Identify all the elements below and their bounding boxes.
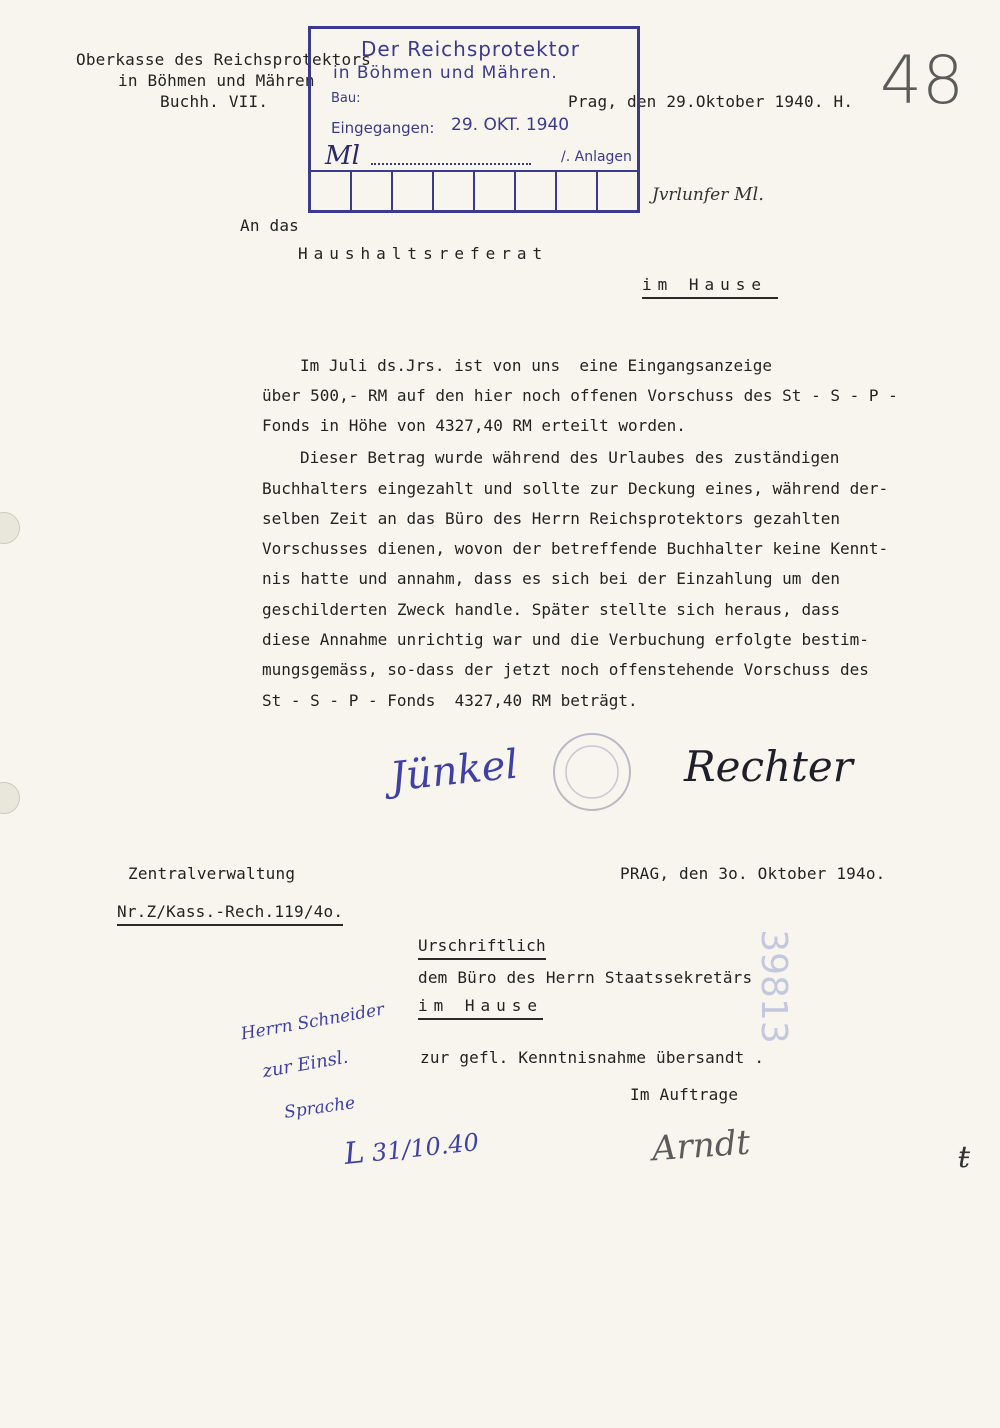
faded-stamp-number: 39813 [752, 929, 794, 1044]
receipt-stamp [308, 26, 640, 213]
recipient-line-3: im Hause [642, 275, 778, 299]
footer-im-hause: im Hause [418, 996, 543, 1020]
signature-left: Jünkel [387, 741, 521, 801]
stamp-boxes [311, 170, 637, 210]
footer-note: zur gefl. Kenntnisnahme übersandt . [420, 1048, 765, 1067]
body-line: Buchhalters eingezahlt und sollte zur Deckung eines, während der- [262, 479, 889, 498]
stamp-attachments: /. Anlagen [561, 149, 632, 165]
recipient-line-2: Haushaltsreferat [298, 244, 549, 263]
body-line: diese Annahme unrichtig war und die Verbuchung erfolgte bestim- [262, 630, 869, 649]
body-line: selben Zeit an das Büro des Herrn Reichsprotektors gezahlten [262, 509, 840, 528]
stamp-received-label: Eingegangen: [331, 119, 435, 137]
sender-line-2: in Böhmen und Mähren [118, 71, 315, 90]
sender-line-3: Buchh. VII. [160, 92, 269, 111]
footer-reference: Nr.Z/Kass.-Rech.119/4o. [117, 902, 343, 926]
body-line: Vorschusses dienen, wovon der betreffende Buchhalter keine Kennt- [262, 539, 889, 558]
stamp-line-1: Der Reichsprotektor [361, 37, 580, 61]
recipient-line-1: An das [240, 216, 299, 235]
blue-note-line-3: Sprache [282, 1093, 357, 1123]
body-line: nis hatte und annahm, dass es sich bei der Einzahlung um den [262, 569, 840, 588]
body-line: geschilderten Zweck handle. Später stellte sich heraus, dass [262, 600, 840, 619]
bottom-signature: Arndt [650, 1122, 752, 1170]
body-line: über 500,- RM auf den hier noch offenen Vorschuss des St - S - P - [262, 386, 898, 405]
blue-note-line-2: zur Einsl. [260, 1046, 350, 1083]
round-seal [548, 728, 638, 818]
blue-note-date: L 31/10.40 [342, 1128, 481, 1172]
signature-right: Rechter [684, 742, 853, 791]
blue-note-line-1: Herrn Schneider [239, 999, 386, 1045]
body-line: mungsgemäss, so-dass der jetzt noch offenstehende Vorschuss des [262, 660, 869, 679]
margin-mark: ŧ [958, 1140, 971, 1175]
stamp-initials: Ml [325, 141, 360, 171]
place-date: Prag, den 29.Oktober 1940. H. [568, 92, 854, 111]
footer-im-auftrage: Im Auftrage [630, 1085, 739, 1104]
stamp-received-date: 29. OKT. 1940 [451, 115, 570, 135]
stamp-dotted-line [371, 163, 531, 165]
footer-to-line: dem Büro des Herrn Staatssekretärs [418, 968, 753, 987]
punch-hole [0, 782, 20, 814]
body-line: Im Juli ds.Jrs. ist von uns eine Eingangsanzeige [300, 356, 773, 375]
punch-hole [0, 512, 20, 544]
stamp-line-2: in Böhmen und Mähren. [333, 63, 558, 83]
footer-office: Zentralverwaltung [128, 864, 296, 883]
handwritten-note-right: Jvrlunfer Ml. [652, 184, 765, 205]
page-number: 48 [880, 42, 964, 119]
footer-urschriftlich: Urschriftlich [418, 936, 546, 960]
sender-line-1: Oberkasse des Reichsprotektors [76, 50, 371, 69]
body-line: St - S - P - Fonds 4327,40 RM beträgt. [262, 691, 638, 710]
stamp-line-3: Bau: [331, 91, 361, 106]
body-line: Dieser Betrag wurde während des Urlaubes des zuständigen [300, 448, 840, 467]
body-line: Fonds in Höhe von 4327,40 RM erteilt worden. [262, 416, 686, 435]
footer-place-date: PRAG, den 3o. Oktober 194o. [620, 864, 886, 883]
